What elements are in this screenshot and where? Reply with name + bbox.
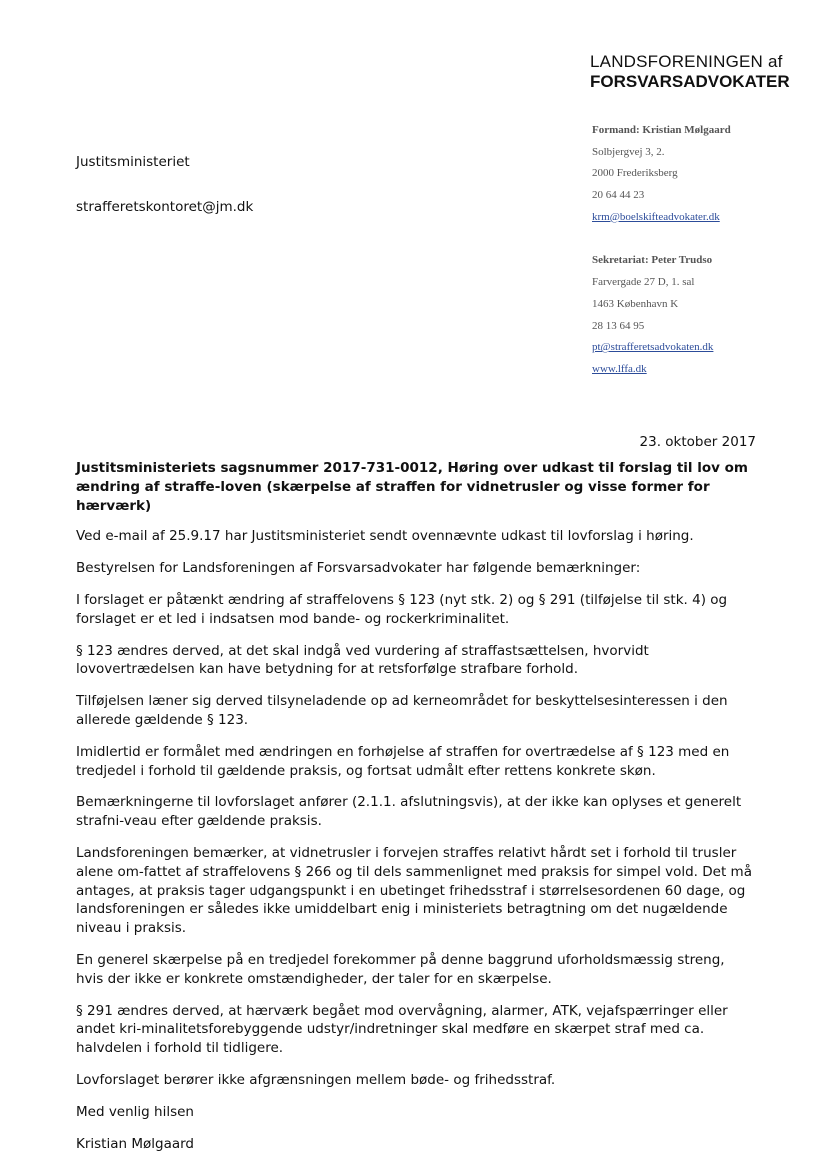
paragraph-2: Bestyrelsen for Landsforeningen af Forsvarsadvokater har følgende bemærkninger: [76,560,641,577]
secretariat-street: Farvergade 27 D, 1. sal [592,276,695,289]
website-link[interactable]: www.lffa.dk [592,362,647,375]
letter-subject: Justitsministeriets sagsnummer 2017-731-0012, Høring over udkast til forslag til lov om ændring af straffe-loven (skærpelse af straffen for vidnetrusler og visse former for hærværk) [76,460,748,514]
letter-date: 23. oktober 2017 [639,434,756,450]
sender-spacer [592,228,812,250]
letterhead-logo [590,52,810,92]
paragraph-11: Lovforslaget berører ikke afgrænsningen mellem bøde- og frihedsstraf. [76,1071,556,1088]
paragraph-9: En generel skærpelse på en tredjedel forekommer på denne baggrund uforholdsmæssig streng, hvis der ikke er konkrete omstændigheder, der taler for en skærpelse. [76,951,725,987]
recipient-name: Justitsministeriet [76,154,190,170]
logo-line-1: LANDSFORENINGEN af [590,52,783,71]
sender-block [592,120,812,381]
secretariat-city: 1463 København K [592,297,679,310]
paragraph-7: Bemærkningerne til lovforslaget anfører (2.1.1. afslutningsvis), at der ikke kan oplyses et generelt strafni-veau efter gældende praksis. [76,794,742,830]
chairman-email-link[interactable]: krm@boelskifteadvokater.dk [592,210,720,223]
signature-name: Kristian Mølgaard [76,1135,195,1152]
chairman-phone: 20 64 44 23 [592,189,645,202]
secretariat-phone: 28 13 64 95 [592,319,645,332]
logo-line-2: FORSVARSADVOKATER [590,72,790,91]
chairman-title: Formand: Kristian Mølgaard [592,124,731,136]
secretariat-email-link[interactable]: pt@strafferetsadvokaten.dk [592,341,714,354]
paragraph-3: I forslaget er påtænkt ændring af straffelovens § 123 (nyt stk. 2) og § 291 (tilføjelse til stk. 4) og forslaget er et led i indsatsen mod bande- og rockerkriminalitet. [76,591,728,627]
paragraph-6: Imidlertid er formålet med ændringen en forhøjelse af straffen for overtrædelse af § 123 med en tredjedel i forhold til gældende praksis, og fortsat udmålt efter rettens konkrete skøn. [76,743,730,779]
paragraph-8: Landsforeningen bemærker, at vidnetrusler i forvejen straffes relativt hårdt set i forhold til trusler alene om-fattet af straffelovens § 266 og til dels sammenlignet med praksis for simpel vold. Det må antages, at praksis tager udgangspunkt i en ubetinget frihedsstraf i størrelsesordenen 60 dage, og landsforeningen er således ikke umiddelbart enig i ministeriets betragtning om det nugældende niveau i praksis. [76,844,752,937]
closing: Med venlig hilsen [76,1103,194,1120]
letter-body [76,459,752,1166]
paragraph-5: Tilføjelsen læner sig derved tilsyneladende op ad kerneområdet for beskyttelsesinteressen i den allerede gældende § 123. [76,693,728,728]
paragraph-10: § 291 ændres derved, at hærværk begået mod overvågning, alarmer, ATK, vejafspærringer eller andet kri-minalitetsforebyggende udstyr/indretninger skal medføre en skærpet straf med ca. halvdelen i forhold til tidligere. [76,1002,728,1057]
chairman-street: Solbjergvej 3, 2. [592,145,665,158]
chairman-city: 2000 Frederiksberg [592,167,678,180]
recipient-email: strafferetskontoret@jm.dk [76,199,254,215]
paragraph-4: § 123 ændres derved, at det skal indgå ved vurdering af straffastsættelsen, hvorvidt lovovertrædelsen kan have betydning for at retsforfølge strafbare forhold. [76,642,649,678]
paragraph-1: Ved e-mail af 25.9.17 har Justitsministeriet sendt ovennævnte udkast til lovforslag i høring. [76,528,694,545]
secretariat-title: Sekretariat: Peter Trudso [592,254,713,267]
